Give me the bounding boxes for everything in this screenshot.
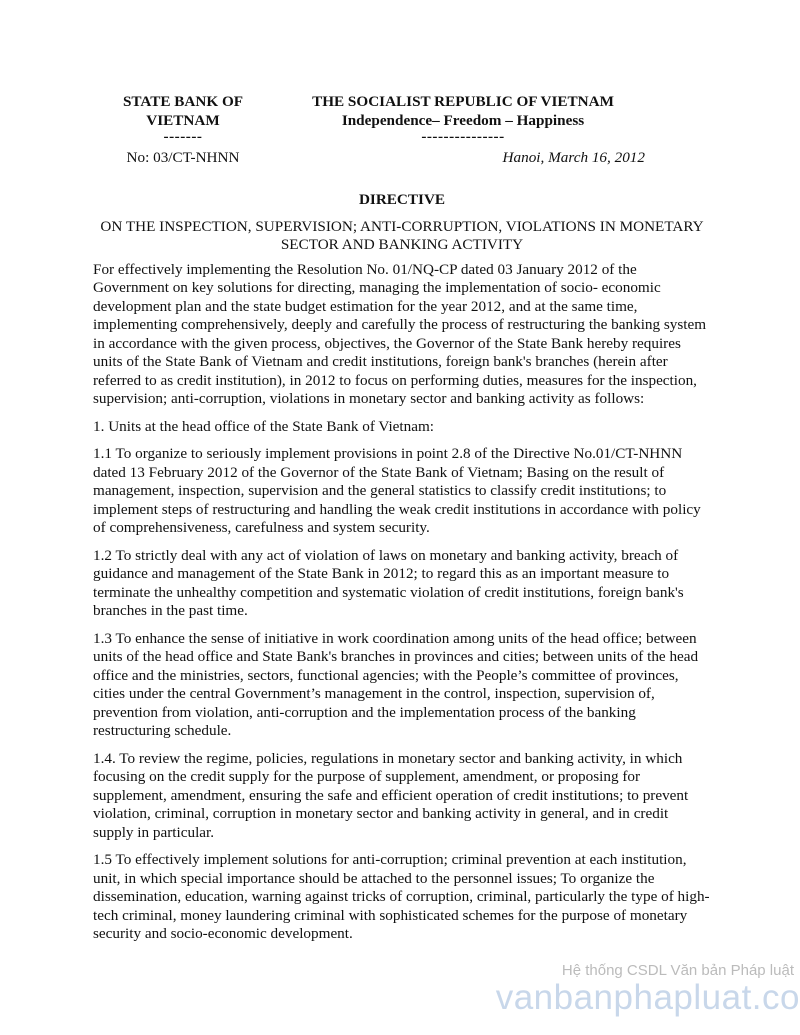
document-header	[93, 93, 711, 169]
paragraph-1-2: 1.2 To strictly deal with any act of violation of laws on monetary and banking activity, breach of guidance and management of the State Bank in 2012; to regard this as an important measure to terminate the unhealthy competition and systematic violation of credit institutions, foreign bank's branches in the past time.	[93, 546, 684, 619]
issuer-divider: -------	[163, 128, 203, 145]
national-motto-block	[283, 93, 643, 144]
issuer-name-line2: VIETNAM	[146, 111, 220, 129]
document-title: DIRECTIVE	[358, 191, 446, 208]
section-heading: 1. Units at the head office of the State Bank of Vietnam:	[93, 417, 434, 435]
watermark-site: vanbanphapluat.co	[495, 978, 800, 1017]
issuer-block	[93, 93, 273, 144]
watermark-tagline: Hệ thống CSDL Văn bản Pháp luật	[561, 962, 794, 979]
document-page	[93, 93, 711, 953]
document-number: No: 03/CT-NHNN	[126, 149, 240, 166]
document-body	[93, 261, 711, 944]
paragraph-1-3: 1.3 To enhance the sense of initiative in work coordination among units of the head office; between units of the head office and State Bank's branches in provinces and cities; between units of the head office and the ministries, sectors, functional agencies; with the People’s committee of provinces, cities under the central Government’s management in the control, inspection, supervision of, prevention from violation, anti-corruption and the implementation process of the banking restructuring schedule.	[93, 629, 699, 739]
country-name: THE SOCIALIST REPUBLIC OF VIETNAM	[312, 93, 614, 110]
document-date: Hanoi, March 16, 2012	[502, 149, 645, 166]
paragraph-1-1: 1.1 To organize to seriously implement provisions in point 2.8 of the Directive No.01/CT-NHNN dated 13 February 2012 of the Governor of the State Bank of Vietnam; Basing on the result of management, inspection, supervision and the general statistics to classify credit institutions; to implement steps of restructuring and handling the weak credit institutions in accordance with policy of comprehensiveness, carefulness and system security.	[93, 445, 701, 536]
motto: Independence– Freedom – Happiness	[341, 111, 585, 129]
motto-divider: ---------------	[421, 128, 505, 145]
document-subtitle: ON THE INSPECTION, SUPERVISION; ANTI-CORRUPTION, VIOLATIONS IN MONETARY SECTOR AND BANKING ACTIVITY	[100, 217, 704, 253]
paragraph-1-5: 1.5 To effectively implement solutions for anti-corruption; criminal prevention at each institution, unit, in which special importance should be attached to the personnel issues; To organize the dissemination, education, warning against tricks of corruption, criminal, particularly the type of high-tech criminal, money laundering criminal with sophisticated schemes for the purpose of monetary security and socio-economic development.	[93, 851, 710, 942]
paragraph-1-4: 1.4. To review the regime, policies, regulations in monetary sector and banking activity, in which focusing on the credit supply for the purpose of supplement, amendment, or proposing for supplement, amendment, ensuring the safe and efficient operation of credit institutions; to prevent violation, criminal, corruption in monetary sector and banking activity in general, and in credit supply in particular.	[93, 749, 689, 841]
intro-paragraph: For effectively implementing the Resolution No. 01/NQ-CP dated 03 January 2012 of the Government on key solutions for directing, managing the implementation of socio- economic development plan and the state budget estimation for the year 2012, and at the same time, implementing comprehensively, deeply and carefully the process of restructuring the banking system in accordance with the given process, objectives, the Governor of the State Bank hereby requires units of the State Bank of Vietnam and credit institutions, foreign bank's branches (herein after referred to as credit institution), in 2012 to focus on performing duties, measures for the inspection, supervision; anti-corruption, violations in monetary sector and banking activity as follows:	[93, 260, 707, 407]
issuer-name-line1: STATE BANK OF	[122, 93, 244, 110]
